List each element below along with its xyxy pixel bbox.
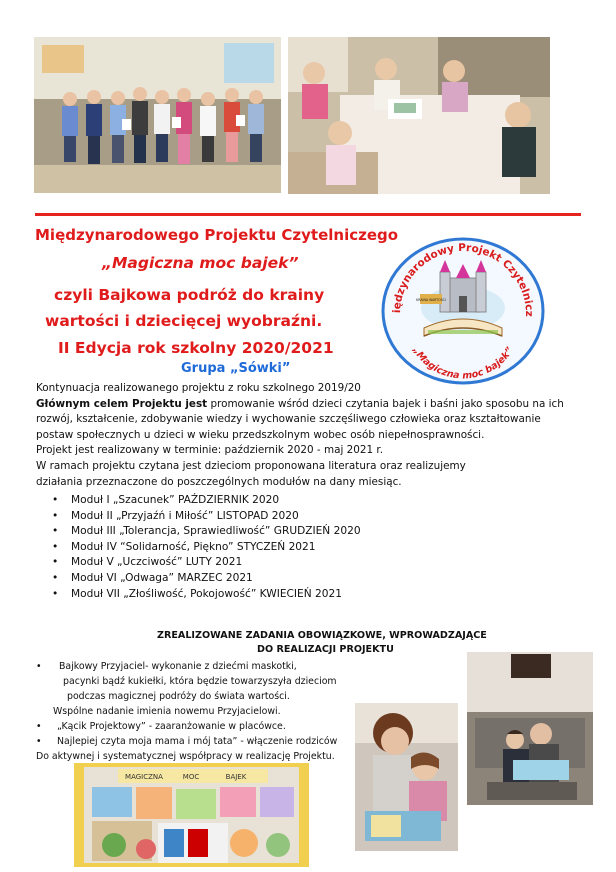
- title-line-3: czyli Bajkowa podróż do krainy: [54, 286, 325, 304]
- module-item: • Moduł I „Szacunek” PAŹDZIERNIK 2020: [52, 493, 361, 509]
- title-line-5: II Edycja rok szkolny 2020/2021: [58, 339, 334, 357]
- intro-line-4: postaw społecznych u dzieci w wieku przedszkolnym wobec osób niepełnosprawności.: [36, 428, 485, 441]
- task-3: [36, 734, 337, 749]
- task-3-text: Najlepiej czyta moja mama i mój tata” - włączenie rodziców: [57, 736, 338, 747]
- goal-bold: Głównym celem Projektu jest: [36, 397, 208, 410]
- tasks-heading-2: DO REALIZACJI PROJEKTU: [257, 644, 394, 655]
- intro-line-7: działania przeznaczone do poszczególnych modułów na dany miesiąc.: [36, 475, 402, 488]
- tasks-heading-1: ZREALIZOWANE ZADANIA OBOWIĄZKOWE, WPROWADZAJĄCE: [157, 630, 487, 641]
- logo-arc-bottom-text: „Magiczna moc bajek”: [410, 345, 516, 382]
- intro-line-5: Projekt jest realizowany w terminie: październik 2020 - maj 2021 r.: [36, 444, 384, 457]
- intro-line-6: W ramach projektu czytana jest dzieciom proponowana literatura oraz realizujemy: [36, 459, 466, 472]
- board-banner-1: MAGICZNA: [125, 773, 163, 781]
- intro-line-1: Kontynuacja realizowanego projektu z roku szkolnego 2019/20: [36, 382, 361, 394]
- title-line-1: Międzynarodowego Projektu Czytelniczego: [35, 226, 399, 244]
- module-item: • Moduł VII „Złośliwość, Pokojowość” KWIECIEŃ 2021: [52, 587, 361, 603]
- board-banner-3: BAJEK: [225, 773, 247, 781]
- photo-children-group: [34, 37, 281, 193]
- intro-text: [36, 381, 576, 490]
- task-1-line-a: Bajkowy Przyjaciel- wykonanie z dziećmi maskotki,: [59, 661, 297, 672]
- project-logo: [380, 236, 546, 386]
- intro-line-3: rozwój, kształcenie, zdobywanie wiedzy i wychowanie szczęśliwego człowieka oraz kształtowanie: [36, 413, 541, 426]
- module-list: [52, 493, 361, 602]
- module-item: • Moduł III „Tolerancja, Sprawiedliwość” GRUDZIEŃ 2020: [52, 524, 361, 540]
- task-3-line-b: Do aktywnej i systematycznej współpracy w realizację Projektu.: [36, 751, 335, 762]
- module-item: • Moduł IV “Solidarność, Piękno” STYCZEŃ 2021: [52, 540, 361, 556]
- module-item: • Moduł II „Przyjaźń i Miłość” LISTOPAD 2020: [52, 509, 361, 525]
- module-item: • Moduł VI „Odwaga” MARZEC 2021: [52, 571, 361, 587]
- title-line-4: wartości i dziecięcej wyobraźni.: [45, 312, 323, 330]
- task-2: [36, 719, 337, 734]
- module-item: • Moduł V „Uczciwość” LUTY 2021: [52, 555, 361, 571]
- task-1-line-c: podczas magicznej podróży do świata wartości.: [67, 691, 290, 702]
- tasks-list: [36, 659, 337, 764]
- task-1: [36, 659, 337, 674]
- logo-arc-top-text: iędzynarodowy Projekt Czytelnicz: [390, 241, 536, 317]
- logo-sign-text: KRAINA WARTOŚCI: [416, 298, 446, 302]
- title-line-2: „Magiczna moc bajek”: [102, 254, 299, 272]
- task-2-text: „Kącik Projektowy” - zaaranżowanie w placówce.: [57, 721, 286, 732]
- goal-rest: promowanie wśród dzieci czytania bajek i baśni jako sposobu na ich: [207, 397, 564, 410]
- photo-mother-reading: [355, 703, 458, 851]
- photo-project-corner: [74, 763, 309, 867]
- group-name: Grupa „Sówki”: [181, 361, 291, 376]
- task-1-line-d: Wspólne nadanie imienia nowemu Przyjacielowi.: [53, 706, 281, 717]
- intro-line-2: [36, 397, 576, 413]
- board-banner-2: MOC: [182, 773, 200, 781]
- photo-father-reading: [467, 652, 593, 805]
- divider-top: [35, 213, 581, 216]
- task-1-line-b: pacynki bądź kukiełki, która będzie towarzyszyła dzieciom: [63, 676, 337, 687]
- photo-children-drawing: [288, 37, 550, 194]
